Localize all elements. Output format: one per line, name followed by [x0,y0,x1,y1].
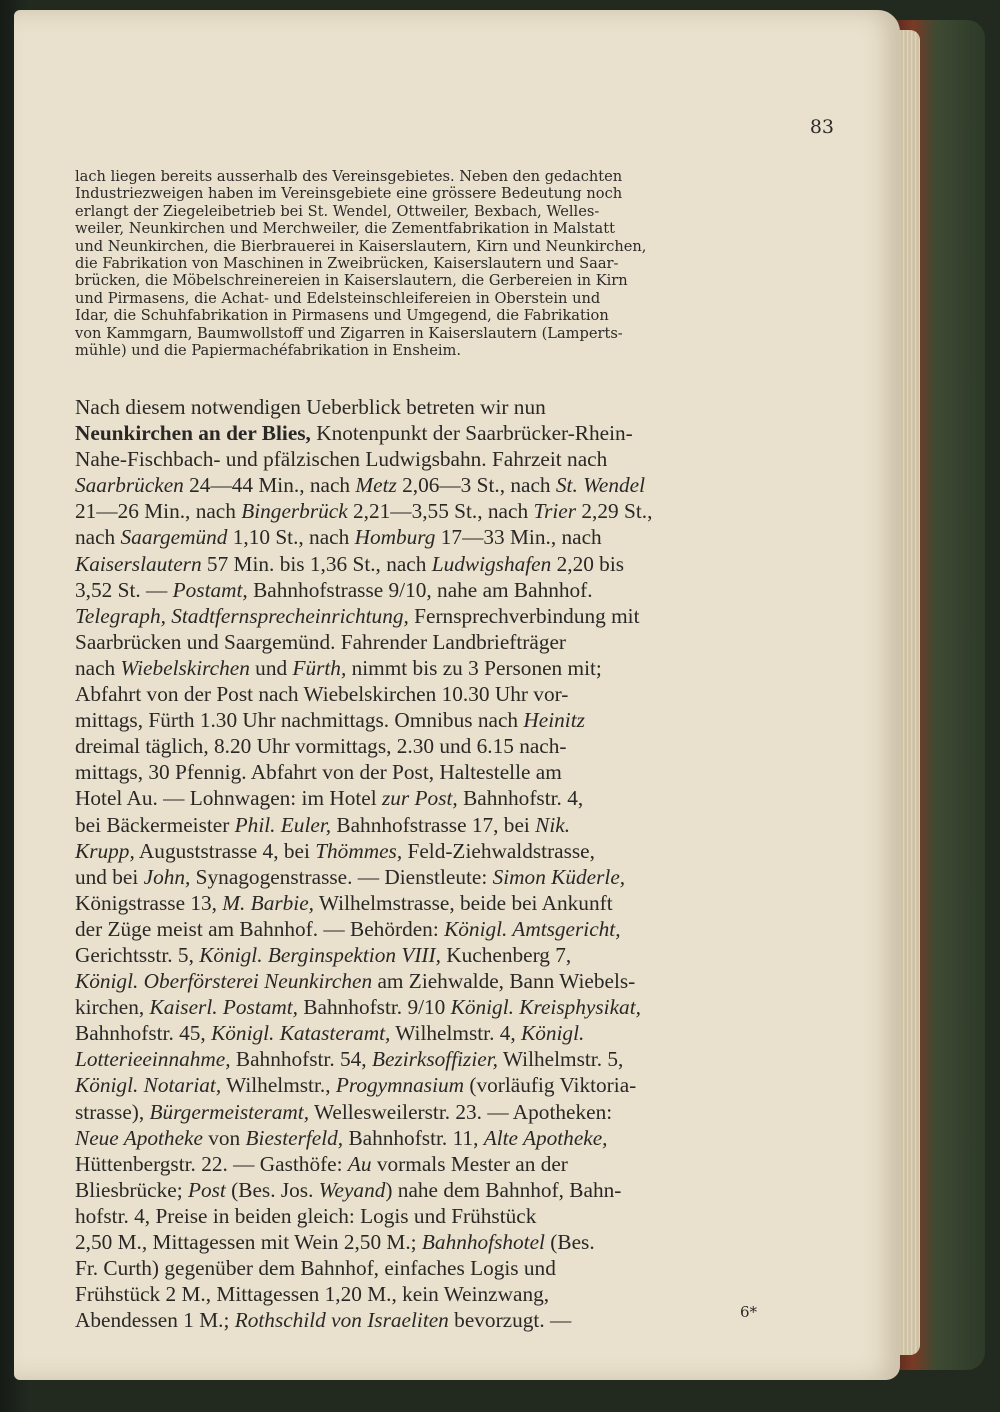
text-run: Bahnhofstr. 11, [343,1125,484,1150]
main-text-line [75,707,837,733]
small-text-line: und Neunkirchen, die Bierbrauerei in Kaiserslautern, Kirn und Neunkirchen, [75,237,647,255]
main-text-line [75,994,837,1020]
italic-run: M. Barbie, [222,890,314,915]
main-text-line [75,1046,837,1072]
small-text-line: brücken, die Möbelschreinereien in Kaiserslautern, die Gerbereien in Kirn [75,272,628,290]
small-text-line: die Fabrikation von Maschinen in Zweibrücken, Kaiserslautern und Saar- [75,255,619,273]
italic-run: Progymnasium [335,1073,465,1098]
main-text-line [75,838,837,864]
text-run: Bahnhofstr. 45, [75,1021,212,1046]
text-run: Feld-Ziehwaldstrasse, [402,838,595,863]
main-text-line [75,864,837,890]
text-run: 57 Min. bis 1,36 St., nach [201,551,432,576]
small-text-line: Idar, die Schuhfabrikation in Pirmasens und Umgegend, die Fabrikation [75,307,609,325]
text-run: mittags, Fürth 1.30 Uhr nachmittags. Omnibus nach [75,708,524,733]
italic-run: Rothschild von Israeliten [234,1308,449,1333]
main-paragraph [75,394,837,1333]
main-text-line [75,1020,837,1046]
main-text-line [75,681,837,707]
main-text-line [75,968,837,994]
italic-run: Saarbrücken [75,473,184,498]
text-run: Nach diesem notwendigen Ueberblick betreten wir nun [75,395,546,419]
text-run: Wilhelmstr. 5, [497,1047,624,1072]
main-text-line [75,812,837,838]
italic-run: Königl. Kreisphysikat, [450,995,641,1020]
main-text-line [75,551,837,577]
main-text-line [75,942,837,968]
text-run: (Bes. Jos. [225,1177,319,1202]
italic-run: Weyand [318,1177,386,1202]
italic-run: Neue Apotheke [75,1125,203,1150]
main-text-line [75,1177,837,1203]
small-text-line: von Kammgarn, Baumwollstoff und Zigarren in Kaiserslautern (Lamperts- [75,324,623,342]
text-run: 17—33 Min., nach [435,525,602,550]
text-run: kirchen, [75,995,150,1020]
text-run: Frühstück 2 M., Mittagessen 1,20 M., kein Weinzwang, [75,1282,550,1307]
text-run: 3,52 St. — [75,577,173,602]
main-text-line [75,785,837,811]
text-run: 1,10 St., nach [227,525,355,550]
italic-run: Thömmes, [315,838,403,863]
italic-run: Königl. Oberförsterei Neunkirchen [75,969,373,994]
italic-run: Saargemünd [120,525,228,550]
italic-run: Postamt, [172,577,248,602]
text-run: 2,50 M., Mittagessen mit Wein 2,50 M.; [75,1230,422,1254]
italic-run: Kaiserl. Postamt, [149,995,299,1020]
main-text-line [75,420,837,446]
italic-run: Telegraph, Stadtfernsprecheinrichtung, [75,603,409,628]
main-text-line [75,1281,837,1307]
text-run: Wilhelmstrasse, beide bei Ankunft [313,890,613,915]
text-run: Bliesbrücke; [75,1177,188,1202]
main-text-line [75,1203,837,1229]
text-run: Abfahrt von der Post nach Wiebelskirchen 10.30 Uhr vor- [75,682,569,707]
text-run: dreimal täglich, 8.20 Uhr vormittags, 2.30 und 6.15 nach- [75,734,567,759]
text-run: Hotel Au. — Lohnwagen: im Hotel [75,786,382,811]
bold-run: Neunkirchen an der Blies, [75,421,311,446]
text-run: und bei [75,864,144,889]
text-run: 2,06—3 St., nach [396,473,556,498]
text-run: strasse), [75,1099,150,1124]
text-run: Synagogenstrasse. — Dienstleute: [190,864,493,889]
text-run: 2,21—3,55 St., nach [347,499,534,524]
italic-run: Bezirksoffizier, [371,1047,498,1072]
small-print-paragraph [75,168,827,359]
text-run: mittags, 30 Pfennig. Abfahrt von der Post, Haltestelle am [75,760,562,785]
main-text-line [75,446,837,472]
text-run: der Züge meist am Bahnhof. — Behörden: [75,916,445,941]
text-run: Bahnhofstrasse 17, bei [331,812,536,837]
text-run: Saarbrücken und Saargemünd. Fahrender Landbriefträger [75,629,567,654]
text-run: Abendessen 1 M.; [75,1308,235,1333]
italic-run: Fürth, [292,655,347,680]
italic-run: Wiebelskirchen [120,655,250,680]
small-text-line: Industriezweigen haben im Vereinsgebiete eine grössere Bedeutung noch [75,185,623,203]
text-run: Auguststrasse 4, bei [134,838,316,863]
italic-run: Heinitz [523,708,585,733]
main-text-line [75,524,837,550]
book-page [14,10,900,1380]
main-text-line [75,577,837,603]
text-run: nach [75,655,121,680]
italic-run: Alte Apotheke, [483,1125,608,1150]
italic-run: Simon Küderle, [492,864,626,889]
italic-run: John, [143,864,191,889]
italic-run: Königl. Notariat, [75,1073,222,1098]
text-run: von [202,1125,246,1150]
text-run: Gerichtsstr. 5, [75,942,200,967]
text-run: vormals Mester an der [371,1151,568,1176]
main-text-line [75,394,837,420]
italic-run: Bingerbrück [241,499,348,524]
main-text-line [75,733,837,759]
main-text-line [75,498,837,524]
italic-run: Ludwigshafen [431,551,552,576]
italic-run: Nik. [535,812,571,837]
italic-run: Königl. Berginspektion VIII, [199,942,441,967]
italic-run: Kaiserslautern [75,551,202,576]
main-text-line [75,1307,837,1333]
text-run: Königstrasse 13, [75,890,223,915]
text-run: 2,29 St., [576,499,653,524]
text-run: 24—44 Min., nach [183,473,356,498]
italic-run: Krupp, [75,838,135,863]
italic-run: Bahnhofshotel [421,1230,545,1254]
text-run: (Bes. [544,1230,595,1254]
text-run: nach [75,525,121,550]
text-run: Bahnhofstr. 4, [457,786,584,811]
main-text-line [75,1125,837,1151]
italic-run: Königl. Amtsgericht, [444,916,621,941]
text-run: 21—26 Min., nach [75,499,242,524]
main-text-line [75,759,837,785]
text-run: 2,20 bis [551,551,625,576]
text-run: Wilhelmstr., [221,1073,336,1098]
text-run: nimmt bis zu 3 Personen mit; [346,655,602,680]
text-run: Wilhelmstr. 4, [390,1021,522,1046]
italic-run: Königl. [521,1021,585,1046]
main-text-line [75,603,837,629]
main-text-line [75,1151,837,1177]
text-run: bevorzugt. — [448,1308,572,1333]
small-text-line: weiler, Neunkirchen und Merchweiler, die Zementfabrikation in Malstatt [75,220,615,238]
main-text-line [75,472,837,498]
text-run: am Ziehwalde, Bann Wiebels- [372,969,636,994]
italic-run: St. Wendel [555,473,646,498]
italic-run: Metz [355,473,397,498]
text-run: hofstr. 4, Preise in beiden gleich: Logis und Frühstück [75,1203,537,1228]
text-run: Knotenpunkt der Saarbrücker-Rhein- [310,421,633,446]
italic-run: Homburg [354,525,436,550]
text-run: Bahnhofstr. 54, [230,1047,372,1072]
italic-run: Post [187,1177,226,1202]
main-text-line [75,1099,837,1125]
text-run: (vorläufig Viktoria- [464,1073,637,1098]
italic-run: Phil. Euler, [234,812,332,837]
italic-run: Biesterfeld, [245,1125,344,1150]
text-run: und [249,655,293,680]
italic-run: Bürgermeisteramt, [149,1099,310,1124]
text-run: Kuchenberg 7, [440,942,572,967]
main-text-line [75,629,837,655]
text-run: Bahnhofstr. 9/10 [298,995,451,1020]
italic-run: Trier [533,499,577,524]
italic-run: zur Post, [382,786,458,811]
small-text-line: erlangt der Ziegeleibetrieb bei St. Wendel, Ottweiler, Bexbach, Welles- [75,202,600,220]
text-run: Hüttenbergstr. 22. — Gasthöfe: [75,1151,348,1176]
signature-mark: 6* [740,1303,758,1321]
text-run: Fernsprechverbindung mit [408,603,640,628]
main-text-line [75,1255,837,1281]
main-text-line [75,1072,837,1098]
main-text-line [75,655,837,681]
small-text-line: lach liegen bereits ausserhalb des Vereinsgebietes. Neben den gedachten [75,168,623,185]
text-run: Fr. Curth) gegenüber dem Bahnhof, einfaches Logis und [75,1256,556,1281]
italic-run: Au [347,1151,372,1176]
italic-run: Königl. Katasteramt, [211,1021,391,1046]
main-text-line [75,1229,837,1255]
italic-run: Lotterieeinnahme, [75,1047,231,1072]
small-text-line: und Pirmasens, die Achat- und Edelsteinschleifereien in Oberstein und [75,289,601,307]
page-number: 83 [809,116,834,138]
main-text-line [75,890,837,916]
text-run: Bahnhofstrasse 9/10, nahe am Bahnhof. [247,577,593,602]
text-run: Wellesweilerstr. 23. — Apotheken: [309,1099,613,1124]
text-run: ) nahe dem Bahnhof, Bahn- [385,1177,622,1202]
main-text-line [75,916,837,942]
small-text-line: mühle) und die Papiermachéfabrikation in Ensheim. [75,342,461,360]
text-run: Nahe-Fischbach- und pfälzischen Ludwigsbahn. Fahrzeit nach [75,447,608,472]
text-run: bei Bäckermeister [75,812,235,837]
